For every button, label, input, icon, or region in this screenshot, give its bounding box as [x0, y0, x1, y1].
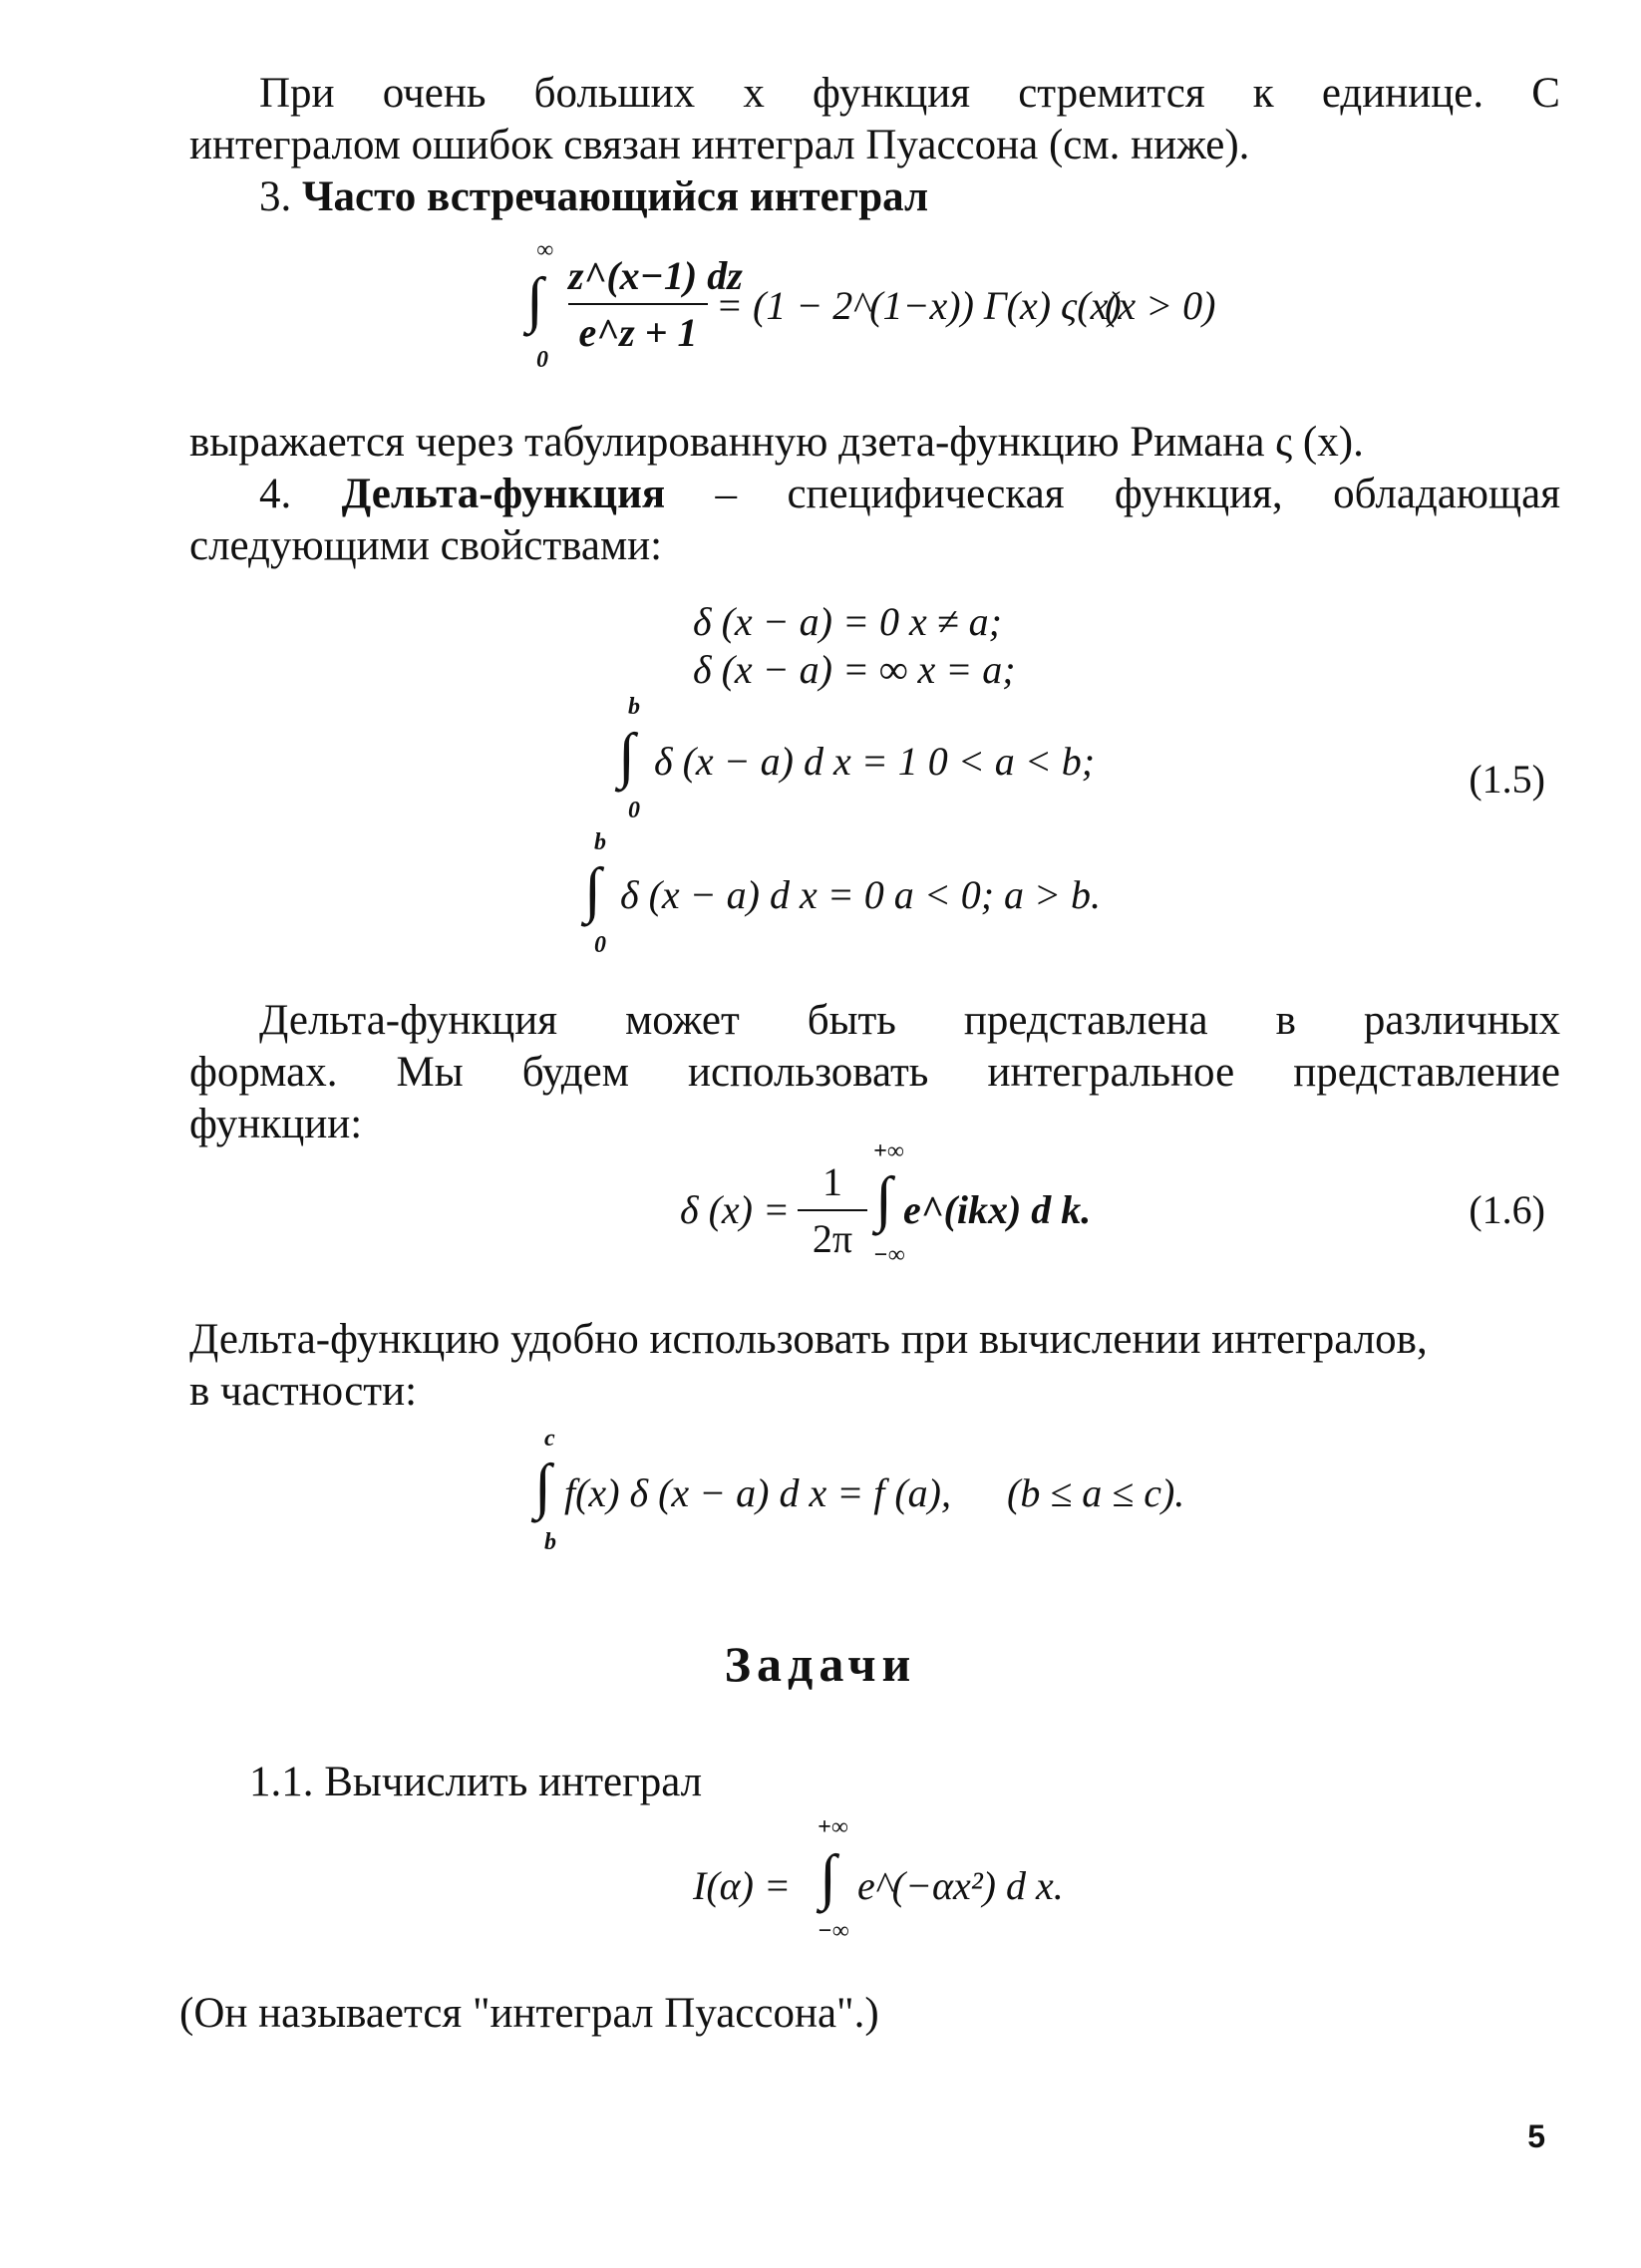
note-line: (Он называется "интеграл Пуассона".)	[179, 1990, 879, 2037]
paragraph-line: следующими свойствами:	[189, 522, 663, 569]
paragraph-line: интегралом ошибок связан интеграл Пуассона (см. ниже).	[189, 122, 1250, 168]
fraction-numerator: z^(x−1) dz	[568, 253, 743, 298]
integral-upper-limit: c	[544, 1426, 555, 1452]
formula-line: δ (x − a) d x = 0 a < 0; a > b.	[620, 872, 1102, 917]
formula-integrand: e^(−αx²) d x.	[857, 1863, 1064, 1908]
item-number: 4.	[259, 471, 292, 517]
fraction-bar	[798, 1209, 867, 1211]
integral-lower-limit: 0	[594, 932, 606, 958]
paragraph-line: функции:	[189, 1101, 363, 1147]
integral-lower-limit: b	[544, 1529, 556, 1555]
integral-sign: ∫	[820, 1843, 836, 1911]
item-number: 3.	[259, 173, 292, 220]
fraction	[568, 252, 743, 356]
paragraph-line: формах. Мы будем использовать интегральное представление	[189, 1049, 1560, 1096]
fraction-numerator: 1	[822, 1159, 842, 1204]
formula-integrand: e^(ikx) d k.	[903, 1187, 1092, 1232]
item-text: – специфическая функция, обладающая	[665, 471, 1560, 517]
page-number: 5	[1527, 2118, 1545, 2154]
formula-line: δ (x − a) = 0 x ≠ a;	[693, 599, 1002, 644]
item-title: Дельта-функция	[341, 471, 666, 517]
integral-lower-limit: 0	[628, 798, 640, 823]
formula-line: δ (x − a) = ∞ x = a;	[693, 647, 1016, 692]
integral-upper-limit: b	[628, 694, 640, 720]
integral-lower-limit: 0	[536, 347, 548, 373]
paragraph-line: Дельта-функцию удобно использовать при вычислении интегралов,	[189, 1316, 1428, 1363]
equation-number: (1.6)	[1469, 1187, 1545, 1232]
fraction-denominator: e^z + 1	[578, 310, 698, 355]
fraction-bar	[568, 303, 708, 305]
item-3-heading	[189, 171, 1560, 223]
paragraph-line: в частности:	[189, 1368, 418, 1415]
paragraph-line: Дельта-функция может быть представлена в различных	[259, 997, 1560, 1044]
integral-sign: ∫	[584, 856, 601, 924]
integral-sign: ∫	[534, 1453, 551, 1520]
formula-integrand: f(x) δ (x − a) d x = f (a),	[564, 1470, 951, 1515]
item-4-heading	[189, 469, 1560, 520]
integral-lower-limit: −∞	[818, 1918, 849, 1944]
item-title: Часто встречающийся интеграл	[302, 173, 929, 220]
fraction	[798, 1158, 867, 1262]
task-statement: 1.1. Вычислить интеграл	[249, 1759, 703, 1805]
formula-condition: (b ≤ a ≤ c).	[1007, 1470, 1185, 1515]
formula-lhs: I(α) =	[693, 1863, 791, 1908]
paragraph-line: При очень больших x функция стремится к единице. С	[259, 70, 1560, 117]
integral-sign: ∫	[875, 1165, 892, 1233]
paragraph-line: выражается через табулированную дзета-функцию Римана ς (x).	[189, 419, 1364, 466]
integral-upper-limit: +∞	[873, 1138, 904, 1164]
integral-upper-limit: b	[594, 829, 606, 855]
integral-sign: ∫	[618, 722, 635, 790]
formula-rhs: = (1 − 2^(1−x)) Γ(x) ς(x)	[716, 283, 1122, 328]
formula-lhs: δ (x) =	[680, 1187, 790, 1232]
equation-number: (1.5)	[1469, 757, 1545, 802]
integral-sign: ∫	[526, 266, 543, 334]
integral-lower-limit: −∞	[873, 1242, 905, 1268]
formula-condition: (x > 0)	[1105, 283, 1216, 328]
section-heading: Задачи	[724, 1636, 917, 1692]
integral-upper-limit: ∞	[536, 237, 554, 263]
integral-upper-limit: +∞	[818, 1814, 848, 1840]
fraction-denominator: 2π	[812, 1216, 853, 1261]
formula-line: δ (x − a) d x = 1 0 < a < b;	[654, 739, 1096, 784]
